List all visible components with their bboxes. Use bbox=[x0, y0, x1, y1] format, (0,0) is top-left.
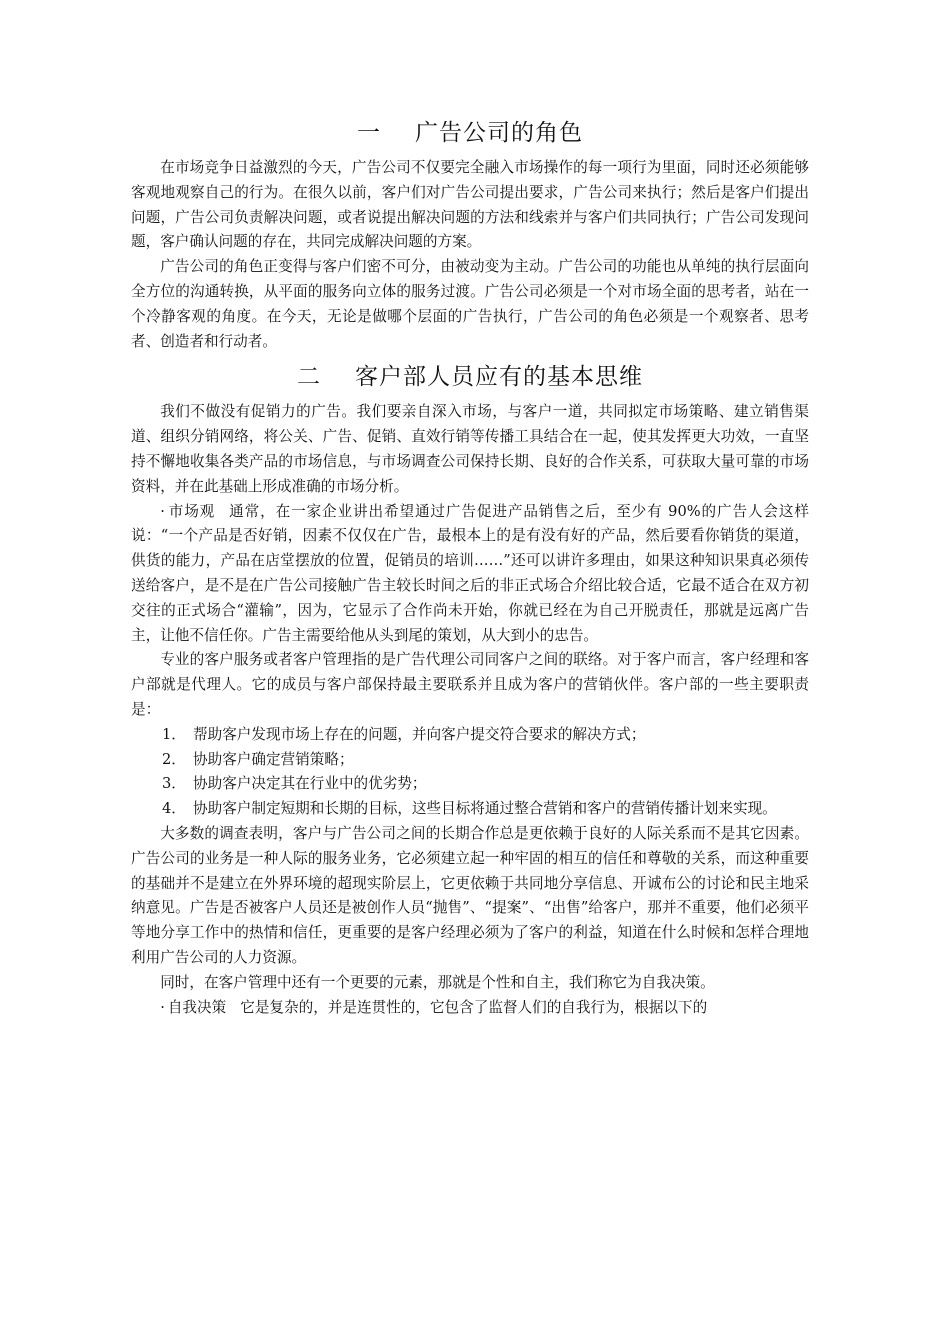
section-2-number: 二 bbox=[297, 364, 321, 391]
list-item-number: 4． bbox=[162, 800, 186, 818]
document-body bbox=[131, 110, 809, 1020]
section-1-heading bbox=[131, 110, 809, 156]
section-2-title: 客户部人员应有的基本思维 bbox=[355, 364, 643, 391]
list-item-text: 帮助客户发现市场上存在的问题，并向客户提交符合要求的解决方式； bbox=[193, 725, 646, 743]
section-2-intro-paragraph: 我们不做没有促销力的广告。我们要亲自深入市场，与客户一道，共同拟定市场策略、建立销售渠道、组织分销网络，将公关、广告、促销、直效行销等传播工具结合在一起，使其发挥更大功效，一直坚持不懈地收集各类产品的市场信息，与市场调查公司保持长期、良好的合作关系，可获取大量可靠的市场资料，并在此基础上形成准确的市场分析。 bbox=[131, 403, 809, 495]
section-2-heading bbox=[131, 354, 809, 400]
autonomy-paragraph: 同时，在客户管理中还有一个更要的元素，那就是个性和自主，我们称它为自我决策。 bbox=[160, 973, 715, 991]
list-item bbox=[131, 772, 809, 797]
section-1-number: 一 bbox=[357, 120, 381, 146]
list-item-text: 协助客户制定短期和长期的目标，这些目标将通过整合营销和客户的营销传播计划来实现。 bbox=[193, 800, 777, 818]
list-item-text: 协助客户确定营销策略； bbox=[193, 750, 354, 768]
list-item-number: 1． bbox=[162, 725, 186, 743]
section-1-paragraph-1: 在市场竞争日益激烈的今天，广告公司不仅要完全融入市场操作的每一项行为里面，同时还必须能够客观地观察自己的行为。在很久以前，客户们对广告公司提出要求，广告公司来执行；然后是客户们提出问题，广告公司负责解决问题，或者说提出解决问题的方法和线索并与客户们共同执行；广告公司发现问题，客户确认问题的存在，共同完成解决问题的方案。 bbox=[131, 159, 809, 251]
self-decision-text: 它是复杂的，并是连贯性的，它包含了监督人们的自我行为，根据以下的 bbox=[240, 998, 708, 1016]
list-item-text: 协助客户决定其在行业中的优劣势； bbox=[193, 775, 427, 793]
market-view-bullet bbox=[131, 500, 809, 649]
list-item bbox=[131, 748, 809, 773]
list-item bbox=[131, 797, 809, 822]
bullet-dot-icon: · bbox=[160, 998, 165, 1016]
self-decision-bullet bbox=[131, 996, 809, 1021]
list-item bbox=[131, 723, 809, 748]
duties-list bbox=[131, 723, 809, 822]
self-decision-heading: 自我决策 bbox=[167, 998, 227, 1016]
market-view-text: 通常，在一家企业讲出希望通过广告促进产品销售之后，至少有 90%的广告人会这样说：“一个产品是否好销，因素不仅仅在广告，最根本上的是有没有好的产品，然后要看你销货的渠道，供货的能力，产品在店堂摆放的位置，促销员的培训……”还可以讲许多理由，如果这种知识果真必须传送给客户，是不是在广告公司接触广告主较长时间之后的非正式场合介绍比较合适，它最不适合在双方初交往的正式场合“灌输”，因为，它显示了合作尚未开始，你就已经在为自己开脱责任，那就是远离广告主，让他不信任你。广告主需要给他从头到尾的策划，从大到小的忠告。 bbox=[131, 502, 809, 644]
market-view-heading: 市场观 bbox=[167, 502, 216, 520]
list-item-number: 2． bbox=[162, 750, 186, 768]
section-1-paragraph-2: 广告公司的角色正变得与客户们密不可分，由被动变为主动。广告公司的功能也从单纯的执行层面向全方位的沟通转换，从平面的服务向立体的服务过渡。广告公司必须是一个对市场全面的思考者，站在一个冷静客观的角度。在今天，无论是做哪个层面的广告执行，广告公司的角色必须是一个观察者、思考者、创造者和行动者。 bbox=[131, 258, 809, 350]
bullet-dot-icon: · bbox=[160, 502, 165, 520]
list-item-number: 3． bbox=[162, 775, 186, 793]
survey-paragraph: 大多数的调查表明，客户与广告公司之间的长期合作总是更依赖于良好的人际关系而不是其它因素。广告公司的业务是一种人际的服务业务，它必须建立起一种牢固的相互的信任和尊敬的关系，而这种重要的基础并不是建立在外界环境的超现实阶层上，它更依赖于共同地分享信息、开诚布公的讨论和民主地采纳意见。广告是否被客户人员还是被创作人员“抛售”、“提案”、“出售”给客户，那并不重要，他们必须平等地分享工作中的热情和信任，更重要的是客户经理必须为了客户的利益，知道在什么时候和怎样合理地利用广告公司的人力资源。 bbox=[131, 824, 809, 966]
section-1-title: 广告公司的角色 bbox=[415, 120, 583, 146]
client-service-paragraph: 专业的客户服务或者客户管理指的是广告代理公司同客户之间的联络。对于客户而言，客户经理和客户部就是代理人。它的成员与客户部保持最主要联系并且成为客户的营销伙伴。客户部的一些主要职责是： bbox=[131, 651, 809, 718]
